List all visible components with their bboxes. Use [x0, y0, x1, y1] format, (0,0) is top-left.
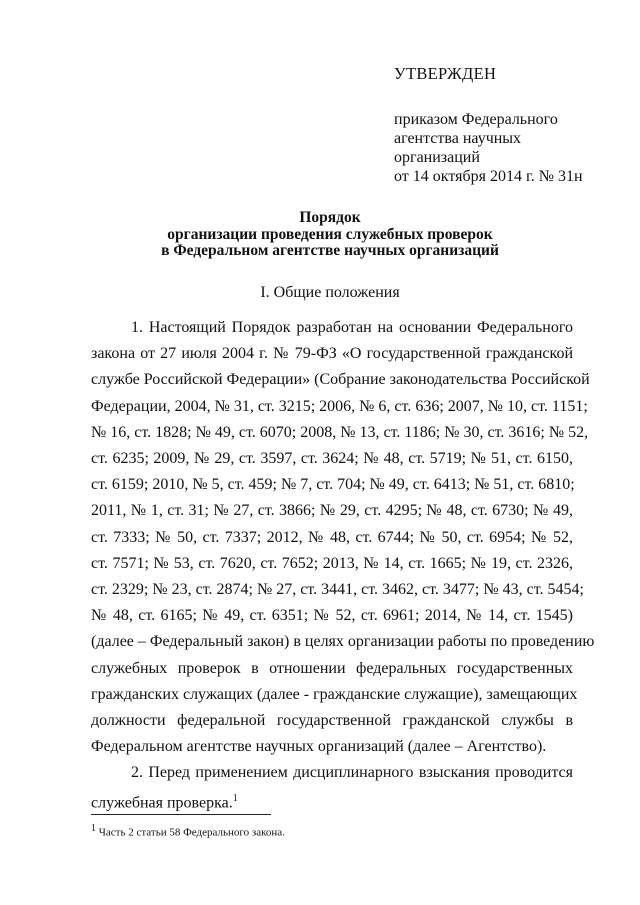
paragraph-line: Федерации, 2004, № 31, ст. 3215; 2006, № 6, ст. 636; 2007, № 10, ст. 1151; — [91, 398, 588, 415]
paragraph-line: гражданских служащих (далее - гражданские служащие), замещающих — [91, 686, 578, 703]
paragraph-line: Федеральном агентстве научных организаций (далее – Агентство). — [91, 738, 547, 755]
paragraph-line: № 48, ст. 6165; № 49, ст. 6351; № 52, ст. 6961; 2014, № 14, ст. 1545) — [91, 607, 573, 624]
section-heading: I. Общие положения — [260, 284, 400, 301]
paragraph-last-line — [91, 789, 573, 812]
paragraph-line: служебных проверок в отношении федеральных государственных — [91, 660, 573, 677]
paragraph-line: 1. Настоящий Порядок разработан на основании Федерального — [131, 319, 573, 336]
paragraph-line: закона от 27 июля 2004 г. № 79-ФЗ «О государственной гражданской — [91, 345, 573, 362]
footnote-mark: 1 — [91, 823, 96, 834]
footnote — [91, 823, 285, 839]
approval-block — [394, 64, 634, 186]
paragraph-line: ст. 7333; № 50, ст. 7337; 2012, № 48, ст. 6744; № 50, ст. 6954; № 52, — [91, 529, 573, 546]
paragraph-line: ст. 6159; 2010, № 5, ст. 459; № 7, ст. 704; № 49, ст. 6413; № 51, ст. 6810; — [91, 476, 575, 493]
paragraph-line: (далее – Федеральный закон) в целях организации работы по проведению — [91, 633, 595, 650]
paragraph-line: ст. 6235; 2009, № 29, ст. 3597, ст. 3624; № 48, ст. 5719; № 51, ст. 6150, — [91, 450, 573, 467]
document-title — [60, 210, 600, 260]
approval-line: от 14 октября 2014 г. № 31н — [394, 168, 583, 185]
approval-line: приказом Федерального — [394, 111, 558, 128]
paragraph-line-text: служебная проверка. — [91, 794, 233, 812]
approval-heading: УТВЕРЖДЕН — [394, 64, 497, 83]
paragraph-line: должности федеральной государственной гражданской службы в — [91, 712, 573, 729]
paragraph-line: 2011, № 1, ст. 31; № 27, ст. 3866; № 29, ст. 4295; № 48, ст. 6730; № 49, — [91, 502, 573, 519]
paragraph-line: 2. Перед применением дисциплинарного взыскания проводится — [131, 764, 573, 781]
footnote-reference: 1 — [232, 793, 238, 804]
title-line: Порядок — [299, 209, 361, 226]
footnote-divider — [91, 814, 271, 815]
approval-line: организаций — [394, 149, 480, 166]
paragraph-line: службе Российской Федерации» (Собрание законодательства Российской — [91, 371, 590, 388]
title-line: в Федеральном агентстве научных организаций — [161, 242, 499, 259]
title-line: организации проведения служебных проверок — [167, 225, 493, 243]
footnote-text: Часть 2 статьи 58 Федерального закона. — [98, 826, 285, 839]
paragraph-line: № 16, ст. 1828; № 49, ст. 6070; 2008, № 13, ст. 1186; № 30, ст. 3616; № 52, — [91, 424, 589, 441]
paragraph-line: ст. 7571; № 53, ст. 7620, ст. 7652; 2013, № 14, ст. 1665; № 19, ст. 2326, — [91, 555, 573, 572]
paragraph-line: ст. 2329; № 23, ст. 2874; № 27, ст. 3441, ст. 3462, ст. 3477; № 43, ст. 5454; — [91, 581, 584, 598]
approval-line: агентства научных — [394, 130, 522, 147]
